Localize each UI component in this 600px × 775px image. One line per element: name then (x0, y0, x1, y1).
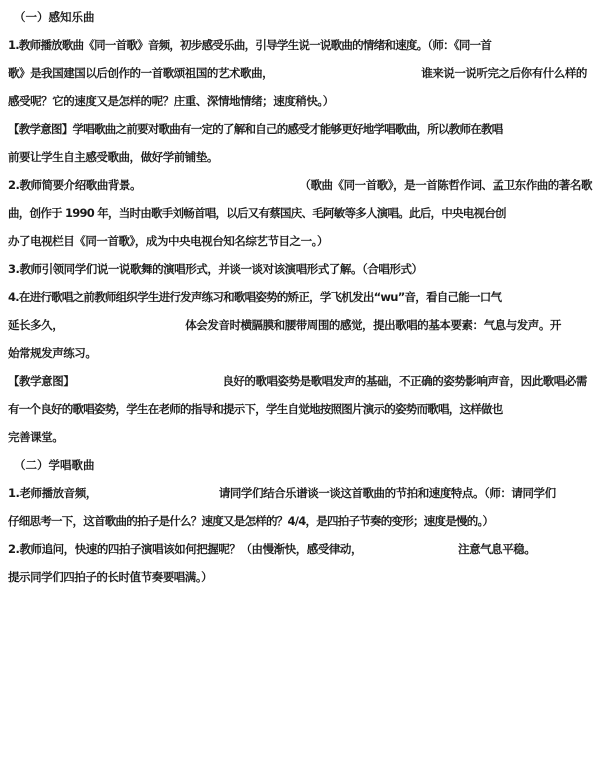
line-text-a: 前要让学生自主感受歌曲，做好学前铺垫。 (8, 150, 218, 164)
line-text-a: 有一个良好的歌唱姿势，学生在老师的指导和提示下，学生自觉地按照图片演示的姿势而歌唱，这样做也 (8, 402, 503, 416)
paragraph-line (8, 38, 592, 66)
line-text-a: 4.在进行歌唱之前教师组织学生进行发声练习和歌唱姿势的矫正，学飞机发出“wu”音，看自己能一口气 (8, 290, 502, 304)
paragraph-line (8, 430, 592, 458)
line-text-b: 谁来说一说听完之后你有什么样的 (421, 66, 587, 80)
paragraph-line (8, 122, 592, 150)
paragraph-line (8, 374, 592, 402)
line-text-a: 完善课堂。 (8, 430, 64, 444)
paragraph-line (8, 542, 592, 570)
paragraph-line (8, 290, 592, 318)
paragraph-line (8, 262, 592, 290)
paragraph-line (8, 234, 592, 262)
line-text-a: 感受呢？它的速度又是怎样的呢？庄重、深情地情绪；速度稍快。） (8, 94, 334, 108)
paragraph-line (8, 150, 592, 178)
line-text-a: 歌》是我国建国以后创作的一首歌颂祖国的艺术歌曲， (8, 66, 274, 80)
line-text-b: （歌曲《同一首歌》，是一首陈哲作词、孟卫东作曲的著名歌 (299, 178, 592, 192)
line-text-a: 1.教师播放歌曲《同一首歌》音频，初步感受乐曲，引导学生说一说歌曲的情绪和速度。（师：《同一首 (8, 38, 492, 52)
line-text-a: 始常规发声练习。 (8, 346, 97, 360)
line-text-a: 延长多久， (8, 318, 64, 332)
line-text-a: 2.教师简要介绍歌曲背景。 (8, 178, 142, 192)
line-text-a: 2.教师追问，快速的四拍子演唱该如何把握呢？（由慢渐快，感受律动， (8, 542, 363, 556)
paragraph-line (8, 570, 592, 598)
line-text-a: 1.老师播放音频， (8, 486, 97, 500)
section-heading-1 (8, 10, 592, 38)
line-text-a: 办了电视栏目《同一首歌》，成为中央电视台知名综艺节目之一。） (8, 234, 328, 248)
line-text-b: 请同学们结合乐谱谈一谈这首歌曲的节拍和速度特点。（师：请同学们 (218, 486, 556, 500)
paragraph-line (8, 402, 592, 430)
line-text-a: 【教学意图】学唱歌曲之前要对歌曲有一定的了解和自己的感受才能够更好地学唱歌曲，所以教师在教唱 (8, 122, 503, 136)
line-text-b: 良好的歌唱姿势是歌唱发声的基础，不正确的姿势影响声音，因此歌唱必需 (222, 374, 587, 388)
paragraph-line (8, 206, 592, 234)
line-text-a: 3.教师引领同学们说一说歌舞的演唱形式，并谈一谈对该演唱形式了解。（合唱形式） (8, 262, 423, 276)
section-heading-2-text: （二）学唱歌曲 (14, 458, 95, 472)
paragraph-line (8, 318, 592, 346)
line-text-a: 提示同学们四拍子的长时值节奏要唱满。） (8, 570, 213, 584)
paragraph-line (8, 94, 592, 122)
paragraph-line (8, 346, 592, 374)
line-text-a: 【教学意图】 (8, 374, 75, 388)
section-heading-1-text: （一）感知乐曲 (14, 10, 95, 24)
line-text-a: 曲，创作于 1990 年，当时由歌手刘畅首唱，以后又有蔡国庆、毛阿敏等多人演唱。此后，中央电视台创 (8, 206, 506, 220)
paragraph-line (8, 514, 592, 542)
paragraph-line (8, 486, 592, 514)
line-text-a: 仔细思考一下，这首歌曲的拍子是什么？速度又是怎样的？4/4，是四拍子节奏的变形；速度是慢的。） (8, 514, 494, 528)
section-heading-2 (8, 458, 592, 486)
line-text-b: 体会发音时横膈膜和腰带周围的感觉，提出歌唱的基本要素：气息与发声。开 (185, 318, 561, 332)
paragraph-line (8, 178, 592, 206)
line-text-b: 注意气息平稳。 (458, 542, 536, 556)
paragraph-line (8, 66, 592, 94)
